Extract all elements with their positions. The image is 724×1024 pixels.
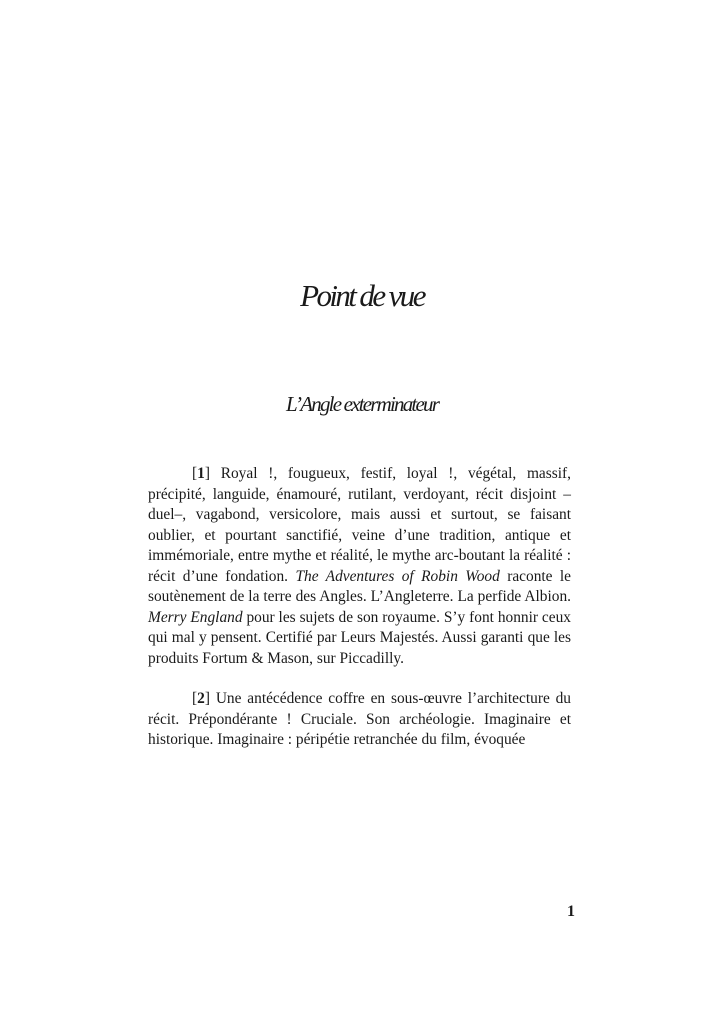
body-text xyxy=(148,464,571,771)
section-title: L’Angle exterminateur xyxy=(285,392,439,416)
text-segment: pour les sujets de son royaume. S’y font honnir ceux qui mal y pensent. Certifié par Leurs Majestés. Aussi garanti que les produits Fortum & Mason, sur Piccadilly. xyxy=(148,608,571,667)
paragraph-number: 2 xyxy=(197,690,205,707)
text-segment: Royal !, fougueux, festif, loyal !, végétal, massif, précipité, languide, énamouré, rutilant, verdoyant, récit disjoint – duel–, vagabond, versicolore, mais aussi et surtout, se faisant oublier, et pourtant sanctifié, veine d’une tradition, antique et immémoriale, entre mythe et réalité, le mythe arc-boutant la réalité : récit d’une fondation. xyxy=(148,465,571,585)
paragraph-number: 1 xyxy=(197,465,205,482)
film-title: Merry England xyxy=(148,608,243,626)
paragraph-1: [1] Royal !, fougueux, festif, loyal !, végétal, massif, précipité, languide, énamouré, rutilant, verdoyant, récit disjoint – duel–, vagabond, versicolore, mais aussi et surtout, se faisant oublier, et pourtant sanctifié, veine d’une tradition, antique et immémoriale, entre mythe et réalité, le mythe arc-boutant la réalité : récit d’une fondation. The Adventures of Robin Wood raconte le soutènement de la terre des Angles. L’Angleterre. La perfide Albion. Merry England pour les sujets de son royaume. S’y font honnir ceux qui mal y pensent. Certifié par Leurs Majestés. Aussi garanti que les produits Fortum & Mason, sur Piccadilly. xyxy=(148,465,572,667)
film-title: The Adventures of Robin Wood xyxy=(295,567,500,585)
paragraph-2: [2] Une antécédence coffre en sous-œuvre l’architecture du récit. Prépondérante ! Cruciale. Son archéologie. Imaginaire et historique. Imaginaire : péripétie retranchée du film, évoquée xyxy=(148,690,571,748)
page-number: 1 xyxy=(567,903,575,920)
text-segment: raconte le soutènement de la terre des Angles. L’Angleterre. La perfide Albion. xyxy=(148,567,572,605)
chapter-title: Point de vue xyxy=(300,278,424,313)
text-segment: Une antécédence coffre en sous-œuvre l’architecture du récit. Prépondérante ! Cruciale. Son archéologie. Imaginaire et historique. Imaginaire : péripétie retranchée du film, évoquée xyxy=(148,690,571,748)
